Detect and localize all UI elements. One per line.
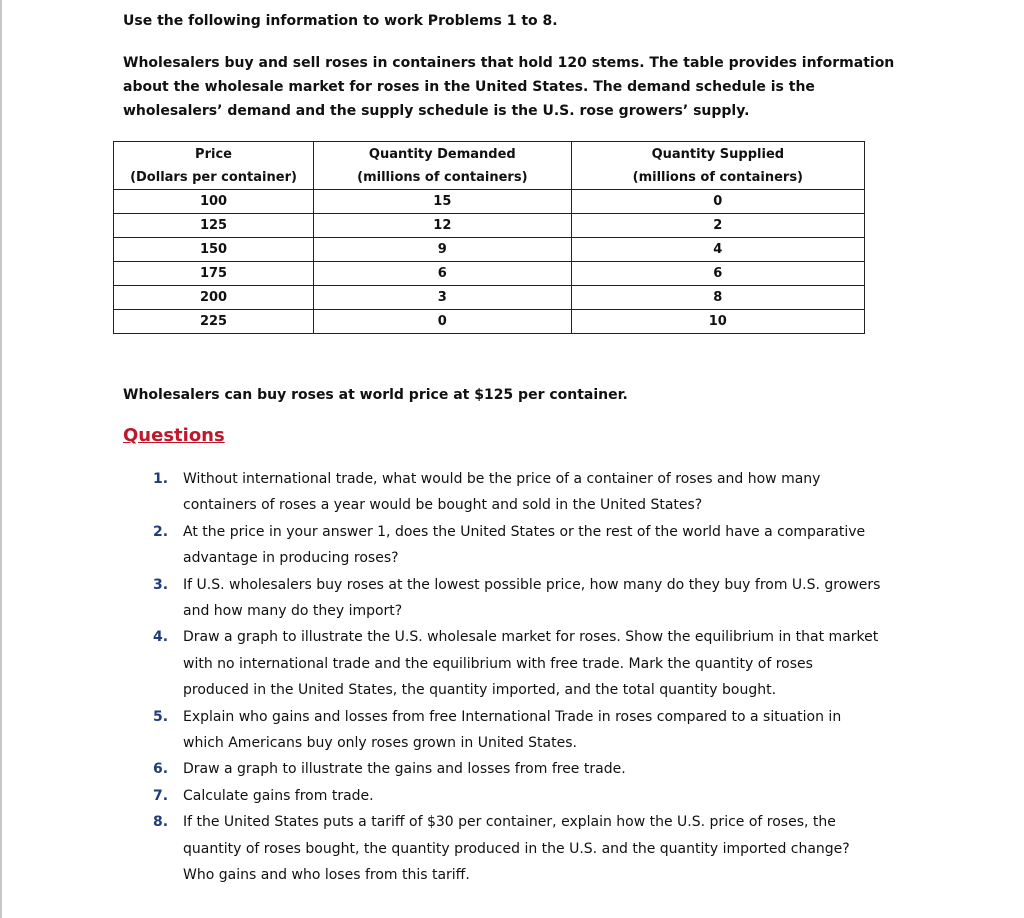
intro-line: Use the following information to work Problems 1 to 8.: [123, 13, 558, 29]
question-item: [153, 783, 883, 809]
questions-list: [153, 466, 883, 889]
quantity-supplied-cell: 0: [571, 190, 864, 214]
quantity-supplied-cell: 8: [571, 286, 864, 310]
header-qd-title: Quantity Demanded: [368, 146, 516, 162]
header-quantity-supplied: [571, 142, 864, 190]
table-row: [114, 214, 865, 238]
question-number: 5.: [153, 708, 169, 725]
header-qd-unit: (millions of containers): [357, 169, 528, 185]
table-row: [114, 238, 865, 262]
question-item: [153, 572, 883, 625]
question-text: If the United States puts a tariff of $30 per container, explain how the U.S. price of roses, the quantity of roses bought, the quantity produced in the U.S. and the quantity imported change? Who gains and who loses from this tariff.: [183, 814, 850, 884]
world-price-note: Wholesalers can buy roses at world price at $125 per container.: [123, 387, 628, 403]
price-cell: 200: [114, 286, 314, 310]
question-number: 3.: [153, 576, 169, 593]
header-price: [114, 142, 314, 190]
quantity-demanded-cell: 9: [314, 238, 572, 262]
price-cell: 150: [114, 238, 314, 262]
question-text: Explain who gains and losses from free International Trade in roses compared to a situation in which Americans buy only roses grown in United States.: [183, 708, 842, 752]
question-item: [153, 624, 883, 703]
question-number: 2.: [153, 523, 169, 540]
table-row: [114, 262, 865, 286]
price-cell: 100: [114, 190, 314, 214]
question-number: 1.: [153, 471, 169, 487]
quantity-supplied-cell: 6: [571, 262, 864, 286]
question-item: [153, 809, 883, 888]
document-page: [123, 10, 913, 884]
question-text: If U.S. wholesalers buy roses at the lowest possible price, how many do they buy from U.S. growers and how many do they import?: [183, 576, 881, 620]
question-text: At the price in your answer 1, does the United States or the rest of the world have a comparative advantage in producing roses?: [183, 523, 866, 567]
quantity-demanded-cell: 0: [314, 310, 572, 334]
question-text: Draw a graph to illustrate the U.S. wholesale market for roses. Show the equilibrium in that market with no international trade and the equilibrium with free trade. Mark the quantity of roses produced in the United States, the quantity imported, and the total quantity bought.: [183, 629, 879, 699]
table-row: [114, 190, 865, 214]
question-number: 7.: [153, 787, 169, 804]
table-row: [114, 310, 865, 334]
question-item: [153, 704, 883, 757]
quantity-demanded-cell: 12: [314, 214, 572, 238]
question-text: Without international trade, what would be the price of a container of roses and how many containers of roses a year would be bought and sold in the United States?: [183, 471, 821, 514]
quantity-supplied-cell: 10: [571, 310, 864, 334]
quantity-supplied-cell: 2: [571, 214, 864, 238]
price-cell: 175: [114, 262, 314, 286]
questions-heading: Questions: [123, 425, 225, 446]
header-qs-title: Quantity Supplied: [651, 146, 785, 162]
question-item: [153, 756, 883, 782]
description-paragraph: Wholesalers buy and sell roses in containers that hold 120 stems. The table provides information about the wholesale market for roses in the United States. The demand schedule is the wholesalers’ demand and the supply schedule is the U.S. rose growers’ supply.: [123, 55, 895, 119]
question-number: 8.: [153, 814, 169, 831]
question-text: Draw a graph to illustrate the gains and losses from free trade.: [183, 761, 626, 778]
table-header-row: [114, 142, 865, 190]
supply-demand-table: [113, 141, 865, 334]
header-qs-unit: (millions of containers): [632, 169, 803, 185]
table-row: [114, 286, 865, 310]
question-number: 4.: [153, 629, 169, 646]
question-item: [153, 519, 883, 572]
question-text: Calculate gains from trade.: [183, 787, 374, 804]
header-quantity-demanded: [314, 142, 572, 190]
price-cell: 125: [114, 214, 314, 238]
quantity-demanded-cell: 3: [314, 286, 572, 310]
header-price-title: Price: [195, 146, 232, 162]
question-item: [153, 466, 883, 519]
page-edge: [0, 0, 2, 918]
quantity-supplied-cell: 4: [571, 238, 864, 262]
quantity-demanded-cell: 6: [314, 262, 572, 286]
question-number: 6.: [153, 761, 169, 778]
quantity-demanded-cell: 15: [314, 190, 572, 214]
price-cell: 225: [114, 310, 314, 334]
header-price-unit: (Dollars per container): [130, 169, 297, 185]
